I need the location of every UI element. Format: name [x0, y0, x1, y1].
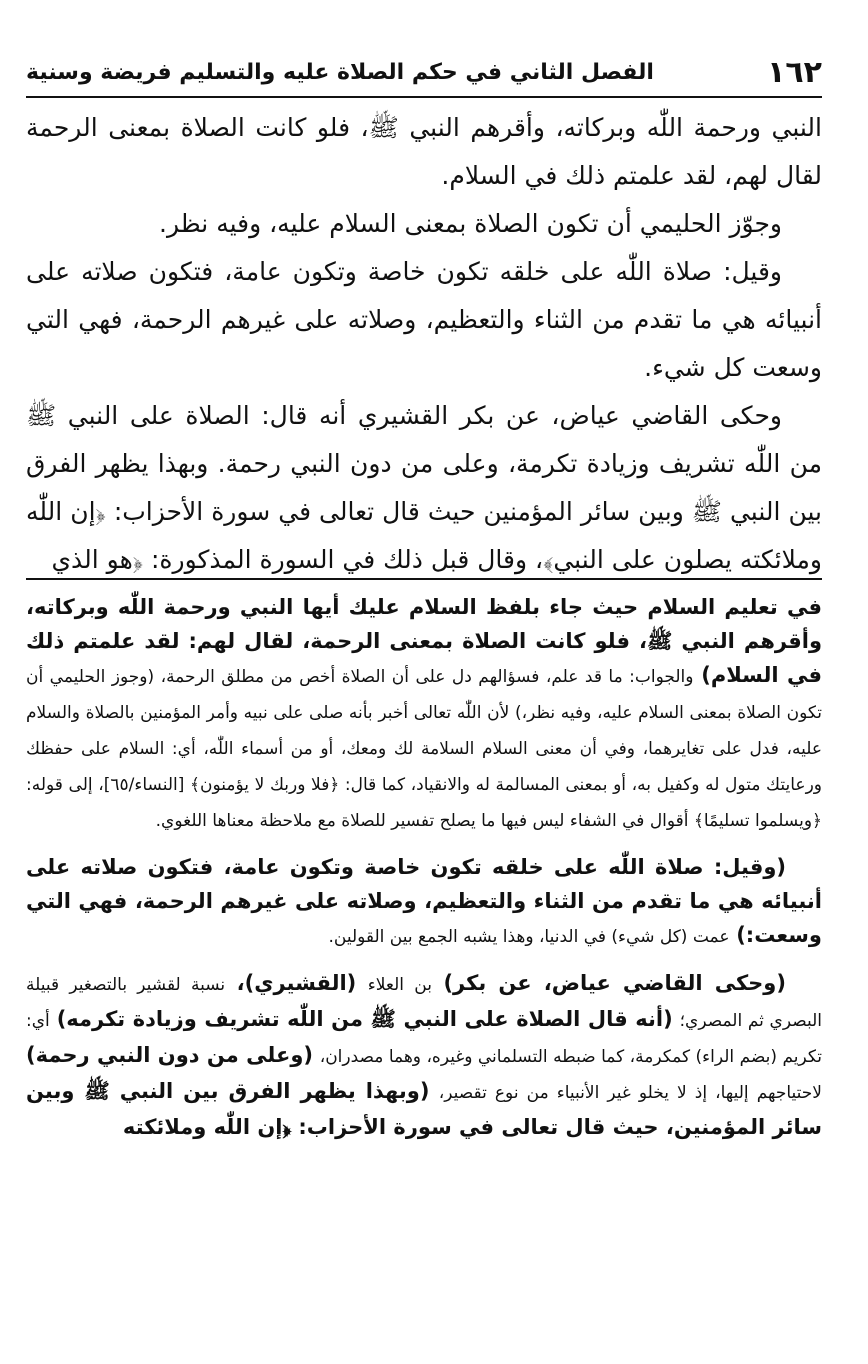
commentary-quote: (أنه قال الصلاة على النبي ﷺ من اللّٰه تشريف وزيادة تكرمه) — [56, 1007, 673, 1031]
commentary-quote: (وقيل: صلاة اللّٰه على خلقه تكون خاصة وتكون عامة، فتكون صلاته على أنبيائه هي ما تقدم من الثناء والتعظيم، وصلاته على غيرهم الرحمة، فهي التي وسعت:) — [26, 855, 822, 947]
commentary-text: نسبة لقشير بالتصغير قبيلة البصري ثم المصري؛ — [26, 975, 822, 1031]
main-paragraph-2: وجوّز الحليمي أن تكون الصلاة بمعنى السلام عليه، وفيه نظر. — [159, 209, 782, 238]
commentary-text: والجواب: ما قد علم، فسؤالهم دل على أن الصلاة أخص من مطلق الرحمة، (وجوز الحليمي أن تكون الصلاة بمعنى السلام عليه، وفيه نظر،) لأن اللّٰه تعالى أخبر بأنه صلى على نبيه وأمر المؤمنين بالصلاة والسلام عليه، فدل على تغايرهما، وفي أن معنى السلام السلامة لك ومعك، أو من أسماء اللّٰه، أي: السلام على حفظك ورعايتك متول له وكفيل به، أو بمعنى المسالمة له والانقياد، كما قال: ﴿فلا وربك لا يؤمنون﴾ [النساء/٦٥]، إلى قوله: ﴿ويسلموا تسليمًا﴾ أقوال في الشفاء ليس فيها ما يصلح تفسير للصلاة مع ملاحظة معناها اللغوي. — [26, 667, 822, 831]
commentary-text: لاحتياجهم إليها، إذ لا يخلو غير الأنبياء من نوع تقصير، — [438, 1083, 822, 1103]
commentary-quote: (وبهذا يظهر الفرق بين النبي ﷺ وبين سائر المؤمنين، حيث قال تعالى في سورة الأحزاب: ﴿إن اللّٰه وملائكته — [26, 1079, 822, 1139]
commentary-paragraph-2 — [26, 850, 822, 954]
main-paragraph-1: النبي ورحمة اللّٰه وبركاته، وأقرهم النبي ﷺ، فلو كانت الصلاة بمعنى الرحمة لقال لهم، لقد علمتم ذلك في السلام. — [26, 113, 822, 190]
commentary-quote: (وعلى من دون النبي رحمة) — [26, 1043, 313, 1067]
footnote-divider — [26, 578, 822, 580]
commentary-quote: في تعليم السلام حيث جاء بلفظ السلام عليك أيها النبي ورحمة اللّٰه وبركاته، وأقرهم النبي ﷺ، فلو كانت الصلاة بمعنى الرحمة، لقال لهم: لقد علمتم ذلك في السلام) — [26, 595, 822, 687]
commentary — [26, 590, 822, 1156]
commentary-paragraph-1 — [26, 590, 822, 838]
commentary-paragraph-3 — [26, 966, 822, 1144]
commentary-text: أي: تكريم (بضم الراء) كمكرمة، كما ضبطه التسلماني وغيره، وهما مصدران، — [26, 1011, 822, 1067]
commentary-text: بن العلاء — [367, 975, 432, 995]
main-paragraph-3: وقيل: صلاة اللّٰه على خلقه تكون خاصة وتكون عامة، فتكون صلاته على أنبيائه هي ما تقدم من الثناء والتعظيم، وصلاته على غيرهم الرحمة، فهي التي وسعت كل شيء. — [26, 257, 822, 382]
page-header — [26, 48, 822, 98]
running-title: الفصل الثاني في حكم الصلاة عليه والتسليم فريضة وسنية — [26, 59, 654, 85]
page-number: ١٦٢ — [767, 54, 822, 90]
main-paragraph-4: وحكى القاضي عياض، عن بكر القشيري أنه قال: الصلاة على النبي ﷺ من اللّٰه تشريف وزيادة تكرمة، وعلى من دون النبي رحمة. وبهذا يظهر الفرق بين النبي ﷺ وبين سائر المؤمنين حيث قال تعالى في سورة الأحزاب: ﴿إن اللّٰه وملائكته يصلون على النبي﴾، وقال قبل ذلك في السورة المذكورة: ﴿هو الذي — [26, 401, 822, 574]
commentary-text: عمت (كل شيء) في الدنيا، وهذا يشبه الجمع بين القولين. — [328, 927, 730, 947]
commentary-quote: (القشيري)، — [236, 971, 357, 995]
main-text — [26, 104, 822, 584]
commentary-quote: (وحكى القاضي عياض، عن بكر) — [443, 971, 786, 995]
